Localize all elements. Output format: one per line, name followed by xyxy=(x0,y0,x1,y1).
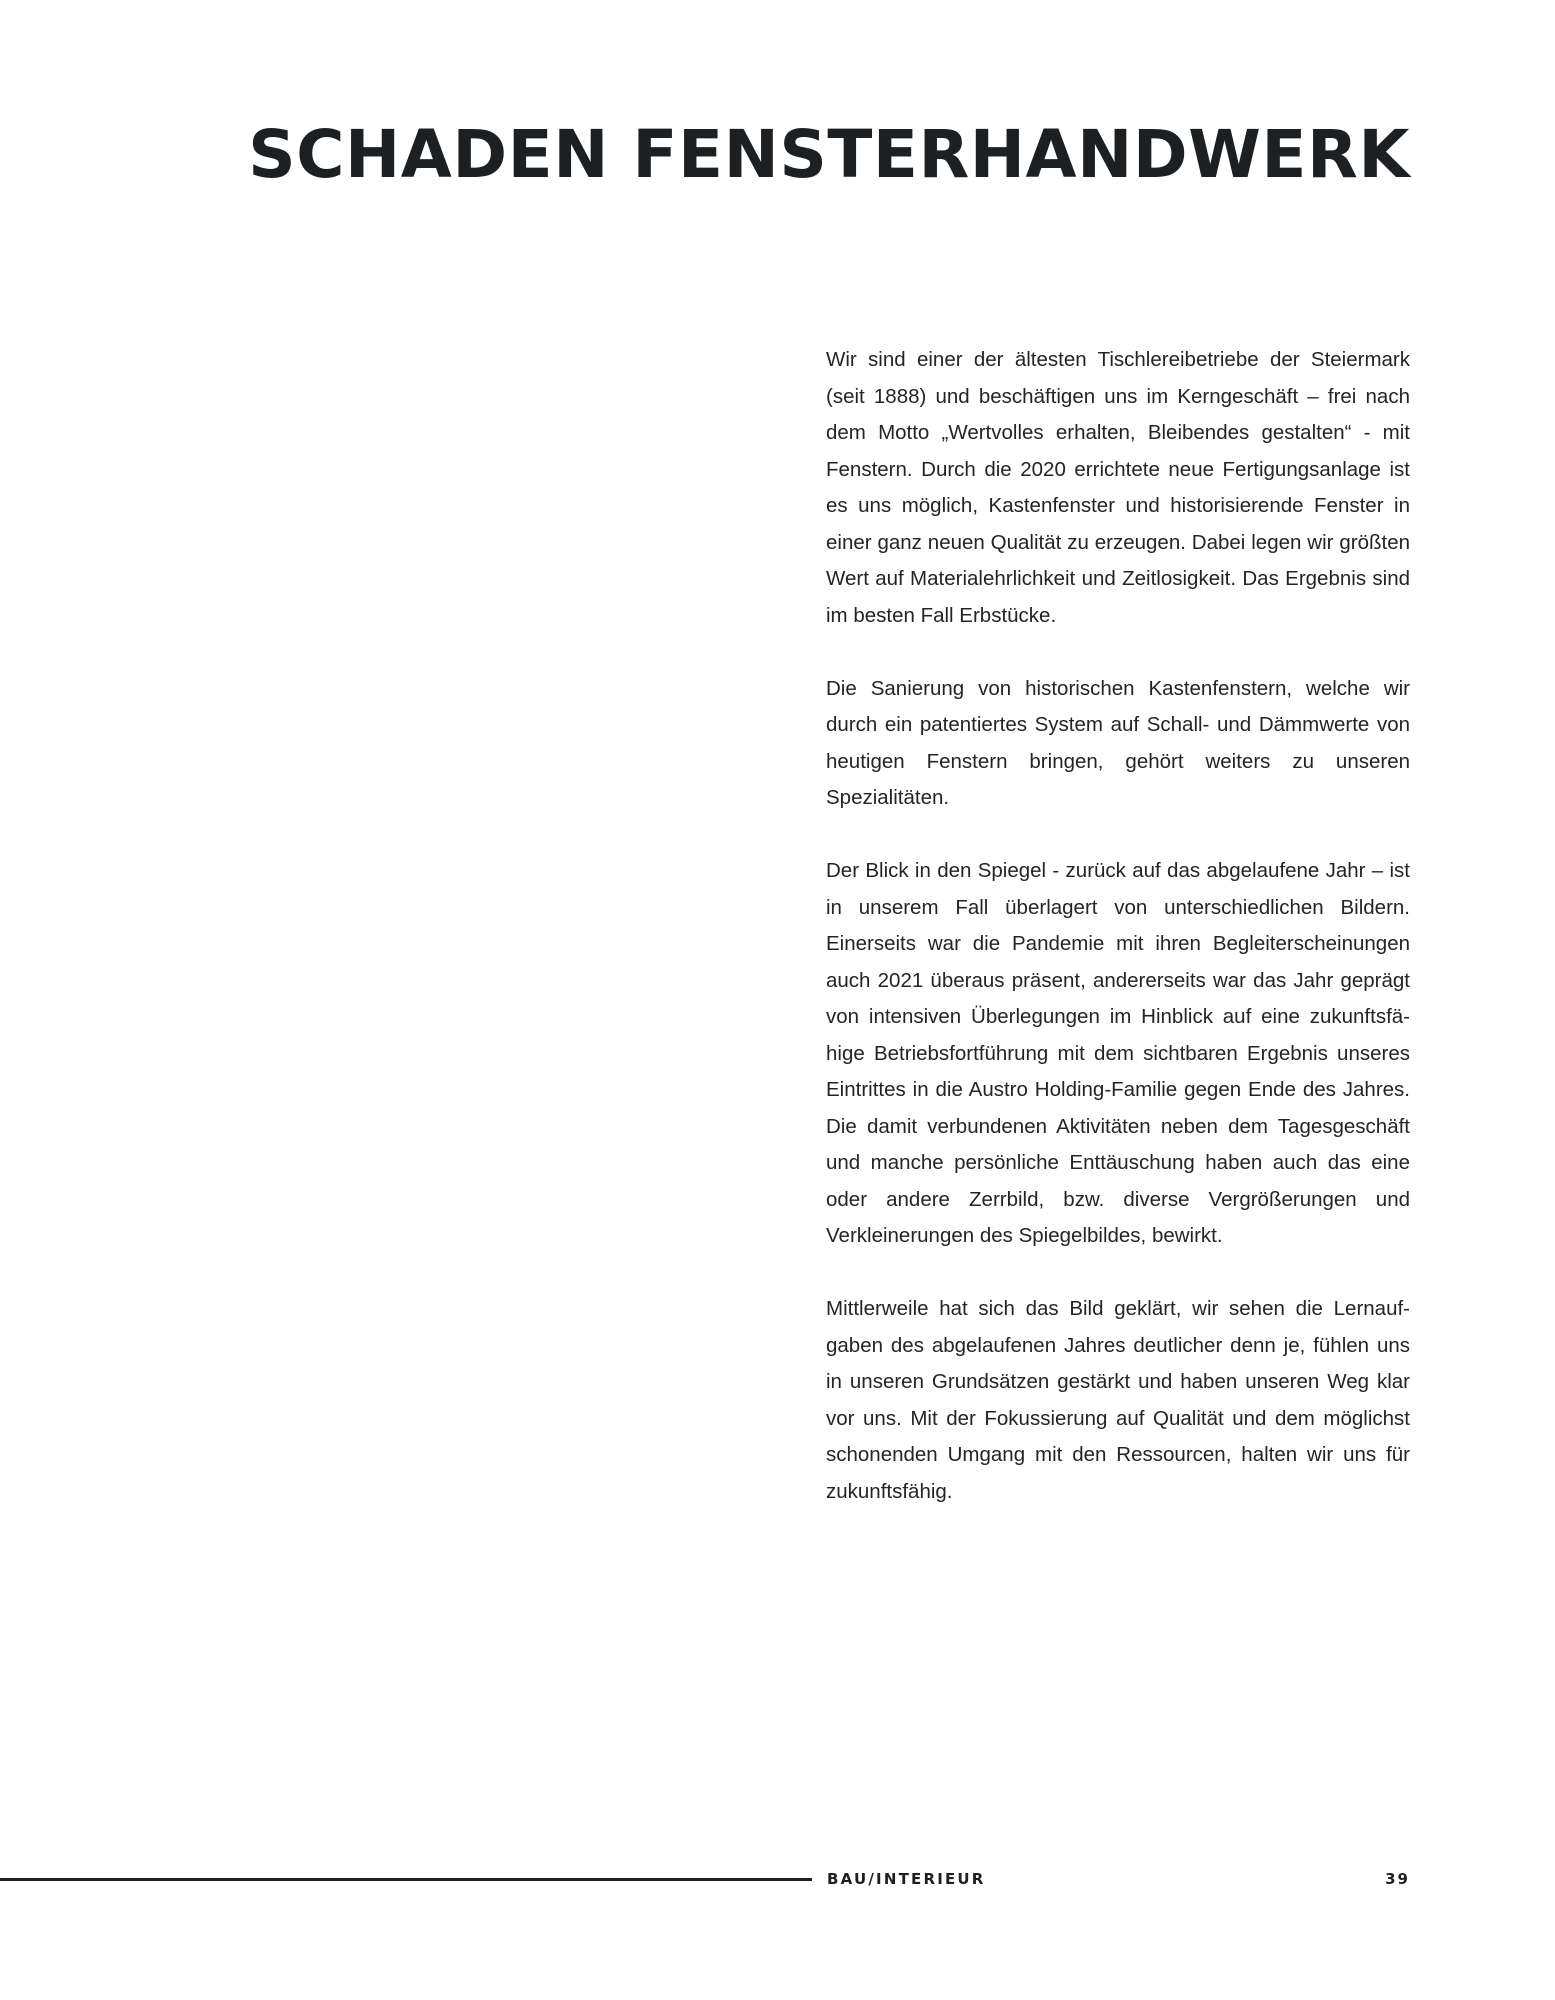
paragraph-review: Der Blick in den Spiegel - zurück auf das abgelaufene Jahr – ist in unserem Fall überlagert von unterschiedlichen Bildern. Einerseits war die Pandemie mit ihren Begleiterscheinungen auch 2021 überaus präsent, andererseits war das Jahr geprägt von intensiven Überlegungen im Hinblick auf eine zukunftsfähige Betriebsfortführung mit dem sichtbaren Ergebnis unseres Eintrittes in die Austro Holding-Familie gegen Ende des Jahres. Die damit verbundenen Aktivitäten neben dem Tagesgeschäft und manche persönliche Enttäuschung haben auch das eine oder andere Zerrbild, bzw. diverse Vergrößerungen und Verkleinerungen des Spiegelbildes, bewirkt. xyxy=(826,859,1410,1247)
body-text xyxy=(826,342,1410,1547)
paragraph-intro: Wir sind einer der ältesten Tischlereibetriebe der Steiermark (seit 1888) und beschäftigen uns im Kerngeschäft – frei nach dem Motto „Wertvolles erhalten, Bleibendes gestalten“ - mit Fenstern. Durch die 2020 errichtete neue Fertigungsanlage ist es uns möglich, Kastenfenster und historisierende Fenster in einer ganz neuen Qualität zu erzeugen. Dabei legen wir größten Wert auf Materialehrlichkeit und Zeitlosigkeit. Das Ergebnis sind im besten Fall Erbstücke. xyxy=(826,348,1410,627)
footer-section-label: BAU/INTERIEUR xyxy=(827,1870,986,1888)
footer-rule xyxy=(0,1878,812,1881)
paragraph-renovation: Die Sanierung von historischen Kastenfenstern, welche wir durch ein patentiertes System auf Schall- und Dämmwerte von heutigen Fenstern bringen, gehört weiters zu unseren Spezialitäten. xyxy=(826,676,1410,809)
paragraph-outlook: Mittlerweile hat sich das Bild geklärt, wir sehen die Lernaufgaben des abgelaufenen Jahres deutlicher denn je, fühlen uns in unseren Grundsätzen gestärkt und haben unseren Weg klar vor uns. Mit der Fokussierung auf Qualität und dem möglichst schonenden Umgang mit den Ressourcen, halten wir uns für zukunftsfähig. xyxy=(826,1297,1410,1503)
page-title: SCHADEN FENSTERHANDWERK xyxy=(248,116,1410,193)
page-number: 39 xyxy=(1385,1870,1410,1888)
